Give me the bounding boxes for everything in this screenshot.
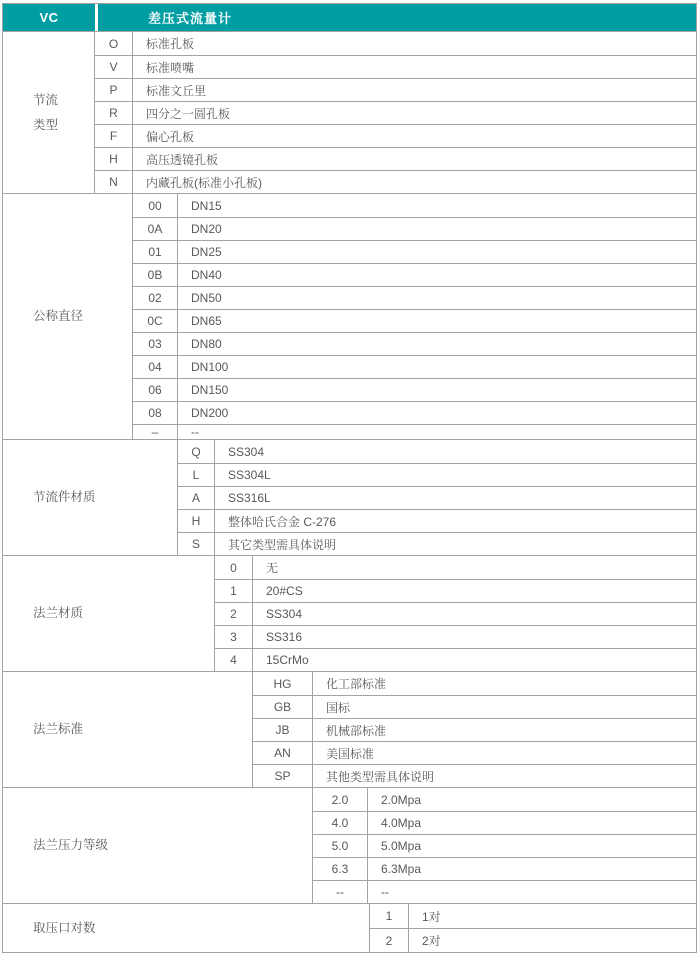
- group-label-text: 公称直径: [33, 309, 84, 324]
- option-code: N: [95, 171, 133, 193]
- group-label: [3, 672, 253, 787]
- option-value: 5.0Mpa: [381, 839, 422, 853]
- option-code: 00: [133, 194, 178, 217]
- table-row: [133, 332, 696, 355]
- option-value: 化工部标准: [326, 677, 387, 691]
- group-pressure-tap-pairs: [3, 903, 696, 952]
- table-row: [133, 401, 696, 424]
- option-value: DN100: [191, 360, 229, 374]
- table-row: [253, 764, 696, 787]
- group-throttle-type: [3, 31, 696, 193]
- table-row: [253, 672, 696, 695]
- option-value: DN40: [191, 268, 222, 282]
- group-rows: [253, 672, 696, 787]
- model-code-cell: VC: [3, 4, 95, 31]
- option-value: SS316: [266, 630, 303, 644]
- option-code: GB: [253, 696, 313, 718]
- group-rows: [313, 788, 696, 903]
- option-value: 标准喷嘴: [146, 60, 195, 75]
- option-value: 内藏孔板(标准小孔板): [146, 175, 262, 190]
- option-code: P: [95, 79, 133, 101]
- option-value: 整体哈氏合金 C-276: [228, 514, 337, 529]
- option-value: 15CrMo: [266, 653, 309, 667]
- table-row: [178, 509, 696, 532]
- group-label-text: 法兰材质: [33, 606, 84, 621]
- option-code: HG: [253, 672, 313, 695]
- table-row: [178, 486, 696, 509]
- option-code: 3: [215, 626, 253, 648]
- option-value: 美国标准: [326, 746, 375, 761]
- table-row: [313, 788, 696, 811]
- table-row: [133, 286, 696, 309]
- group-label: [3, 556, 215, 671]
- option-value: 20#CS: [266, 584, 303, 598]
- group-label: [3, 788, 313, 903]
- option-value: SS304: [266, 607, 303, 621]
- option-code: H: [178, 510, 215, 532]
- option-value: 偏心孔板: [146, 129, 195, 144]
- option-code: --: [313, 881, 368, 903]
- table-row: [313, 811, 696, 834]
- option-value: 2.0Mpa: [381, 792, 422, 807]
- option-value: SS316L: [228, 491, 271, 505]
- table-row: [133, 355, 696, 378]
- group-flange-material: [3, 555, 696, 671]
- option-value: 四分之一圆孔板: [146, 106, 231, 121]
- option-code: O: [95, 32, 133, 55]
- option-code: SP: [253, 765, 313, 787]
- option-code: 01: [133, 241, 178, 263]
- table-row: [133, 309, 696, 332]
- option-code: V: [95, 56, 133, 78]
- group-flange-standard: [3, 671, 696, 787]
- table-row: [133, 194, 696, 217]
- option-value: --: [381, 885, 389, 899]
- option-code: 04: [133, 356, 178, 378]
- group-label-text: 节流件材质: [33, 490, 96, 505]
- option-value: SS304L: [228, 468, 271, 482]
- option-value: DN65: [191, 314, 222, 328]
- table-row: [215, 579, 696, 602]
- table-row: [95, 55, 696, 78]
- table-row: [95, 147, 696, 170]
- option-value: 无: [266, 561, 279, 575]
- option-code: 02: [133, 287, 178, 309]
- option-code: –: [133, 425, 178, 439]
- option-code: AN: [253, 742, 313, 764]
- product-name-cell: 差压式流量计: [98, 4, 696, 31]
- table-row: [95, 32, 696, 55]
- option-code: H: [95, 148, 133, 170]
- option-code: S: [178, 533, 215, 555]
- option-code: 0: [215, 556, 253, 579]
- option-code: 1: [370, 904, 409, 928]
- option-value: DN150: [191, 383, 229, 397]
- option-value: 2对: [422, 934, 441, 948]
- option-code: R: [95, 102, 133, 124]
- option-value: SS304: [228, 444, 265, 459]
- option-code: 1: [215, 580, 253, 602]
- group-rows: [133, 194, 696, 439]
- table-row: [95, 78, 696, 101]
- group-label: [3, 904, 370, 952]
- option-code: Q: [178, 440, 215, 463]
- group-label-text: 节流类型: [33, 93, 59, 132]
- option-code: 2: [370, 929, 409, 952]
- option-value: 高压透镜孔板: [146, 152, 219, 167]
- option-value: 标准孔板: [146, 37, 195, 51]
- option-value: DN15: [191, 198, 222, 213]
- option-value: DN80: [191, 337, 222, 351]
- option-value: 其他类型需具体说明: [326, 769, 435, 784]
- table-row: [95, 170, 696, 193]
- table-row: [133, 240, 696, 263]
- option-code: 2.0: [313, 788, 368, 811]
- option-code: 03: [133, 333, 178, 355]
- table-row: [313, 857, 696, 880]
- option-code: 2: [215, 603, 253, 625]
- group-throttle-material: [3, 439, 696, 555]
- table-row: [178, 463, 696, 486]
- table-row: [313, 880, 696, 903]
- table-row: [253, 718, 696, 741]
- option-code: L: [178, 464, 215, 486]
- group-nominal-diameter: [3, 193, 696, 439]
- option-code: 4: [215, 649, 253, 671]
- group-rows: [95, 32, 696, 193]
- group-rows: [215, 556, 696, 671]
- option-code: 0A: [133, 218, 178, 240]
- option-value: 1对: [422, 909, 441, 924]
- group-label: [3, 32, 95, 193]
- option-value: DN25: [191, 245, 222, 259]
- option-code: 06: [133, 379, 178, 401]
- option-code: 08: [133, 402, 178, 424]
- option-value: 机械部标准: [326, 723, 387, 738]
- table-row: [253, 741, 696, 764]
- table-header: [3, 4, 696, 31]
- option-value: DN50: [191, 291, 222, 305]
- option-value: 标准文丘里: [146, 83, 207, 98]
- option-value: DN20: [191, 222, 222, 236]
- option-code: JB: [253, 719, 313, 741]
- option-value: --: [191, 425, 199, 439]
- table-row: [133, 424, 696, 439]
- option-value: 其它类型需具体说明: [228, 537, 337, 552]
- option-value: 6.3Mpa: [381, 862, 422, 876]
- table-row: [313, 834, 696, 857]
- option-value: DN200: [191, 406, 229, 420]
- table-row: [178, 440, 696, 463]
- table-row: [133, 217, 696, 240]
- table-row: [370, 928, 696, 952]
- table-row: [95, 124, 696, 147]
- option-code: 6.3: [313, 858, 368, 880]
- group-rows: [178, 440, 696, 555]
- table-row: [215, 556, 696, 579]
- group-label-text: 取压口对数: [33, 920, 96, 935]
- table-row: [253, 695, 696, 718]
- option-value: 国标: [326, 700, 351, 715]
- option-code: F: [95, 125, 133, 147]
- table-row: [95, 101, 696, 124]
- option-code: A: [178, 487, 215, 509]
- table-row: [215, 602, 696, 625]
- table-row: [133, 378, 696, 401]
- table-row: [133, 263, 696, 286]
- option-code: 4.0: [313, 812, 368, 834]
- option-code: 0B: [133, 264, 178, 286]
- table-row: [178, 532, 696, 555]
- table-row: [370, 904, 696, 928]
- table-row: [215, 648, 696, 671]
- group-label-text: 法兰压力等级: [33, 838, 109, 853]
- group-label: [3, 440, 178, 555]
- selection-table: [2, 3, 697, 953]
- option-code: 0C: [133, 310, 178, 332]
- option-code: 5.0: [313, 835, 368, 857]
- table-row: [215, 625, 696, 648]
- group-rows: [370, 904, 696, 952]
- group-label-text: 法兰标准: [33, 722, 84, 737]
- group-label: [3, 194, 133, 439]
- group-flange-pressure-rating: [3, 787, 696, 903]
- option-value: 4.0Mpa: [381, 816, 422, 830]
